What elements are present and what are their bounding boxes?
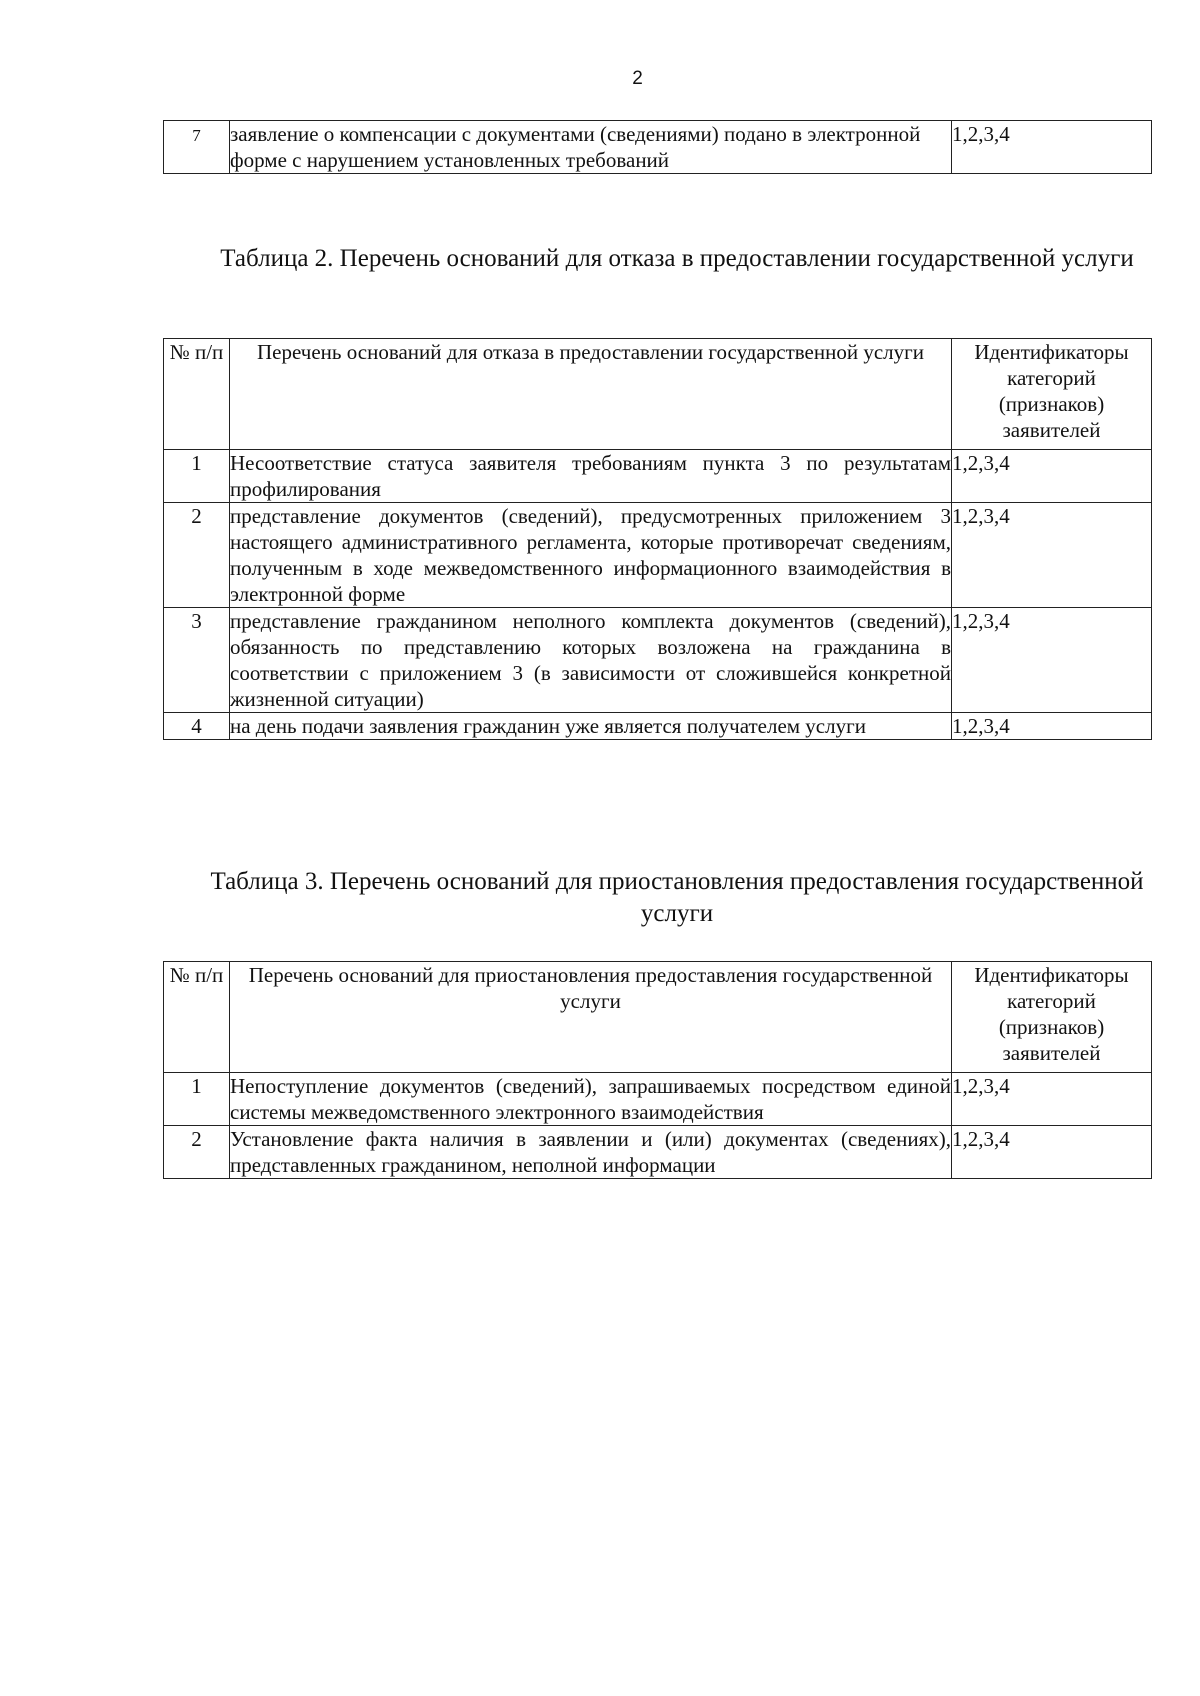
- table-row: [164, 1073, 1152, 1126]
- row-identifiers: 1,2,3,4: [952, 450, 1152, 503]
- row-text: представление гражданином неполного комплекта документов (сведений), обязанность по представлению которых возложена на гражданина в соответствии с приложением 3 (в зависимости от сложившейся конкретной жизненной ситуации): [230, 609, 951, 711]
- row-number: 3: [164, 608, 230, 713]
- row-number: 4: [164, 713, 230, 740]
- table-2-caption: Таблица 2. Перечень оснований для отказа в предоставлении государственной услуги: [220, 245, 1134, 272]
- row-text: Несоответствие статуса заявителя требованиям пункта 3 по результатам профилирования: [230, 451, 951, 501]
- row-identifiers: 1,2,3,4: [952, 503, 1152, 608]
- row-number: 1: [164, 450, 230, 503]
- table-1-continuation: [163, 120, 1152, 174]
- row-number: 7: [164, 121, 230, 174]
- row-identifiers: 1,2,3,4: [952, 713, 1152, 740]
- table-header-row: [164, 339, 1152, 450]
- header-grounds: Перечень оснований для приостановления предоставления государственной услуги: [230, 962, 952, 1073]
- table-row: [164, 608, 1152, 713]
- row-text: представление документов (сведений), предусмотренных приложением 3 настоящего административного регламента, которые противоречат сведениям, полученным в ходе межведомственного информационного взаимодействия в электронной форме: [230, 504, 951, 606]
- row-identifiers: 1,2,3,4: [952, 1126, 1152, 1179]
- table-3-suspension-grounds: [163, 961, 1152, 1179]
- row-text: на день подачи заявления гражданин уже является получателем услуги: [230, 713, 952, 740]
- row-text: Установление факта наличия в заявлении и (или) документах (сведениях), представленных гражданином, неполной информации: [230, 1127, 951, 1177]
- table-header-row: [164, 962, 1152, 1073]
- page-number: 2: [632, 68, 643, 89]
- row-number: 1: [164, 1073, 230, 1126]
- table-2-refusal-grounds: [163, 338, 1152, 740]
- header-grounds: Перечень оснований для отказа в предоставлении государственной услуги: [230, 339, 952, 450]
- row-identifiers: 1,2,3,4: [952, 1073, 1152, 1126]
- table-row: [164, 450, 1152, 503]
- table-row: [164, 503, 1152, 608]
- header-identifiers: Идентификаторы категорий (признаков) заявителей: [952, 962, 1152, 1073]
- row-identifiers: 1,2,3,4: [952, 121, 1152, 174]
- table-3-caption: Таблица 3. Перечень оснований для приостановления предоставления государственной услуги: [210, 868, 1144, 927]
- header-number: № п/п: [164, 339, 230, 450]
- row-number: 2: [164, 1126, 230, 1179]
- row-text: Непоступление документов (сведений), запрашиваемых посредством единой системы межведомственного электронного взаимодействия: [230, 1074, 951, 1124]
- table-row: [164, 121, 1152, 174]
- table-row: [164, 713, 1152, 740]
- table-row: [164, 1126, 1152, 1179]
- header-number: № п/п: [164, 962, 230, 1073]
- row-text: заявление о компенсации с документами (сведениями) подано в электронной форме с нарушением установленных требований: [230, 121, 952, 174]
- row-number: 2: [164, 503, 230, 608]
- row-identifiers: 1,2,3,4: [952, 608, 1152, 713]
- header-identifiers: Идентификаторы категорий (признаков) заявителей: [952, 339, 1152, 450]
